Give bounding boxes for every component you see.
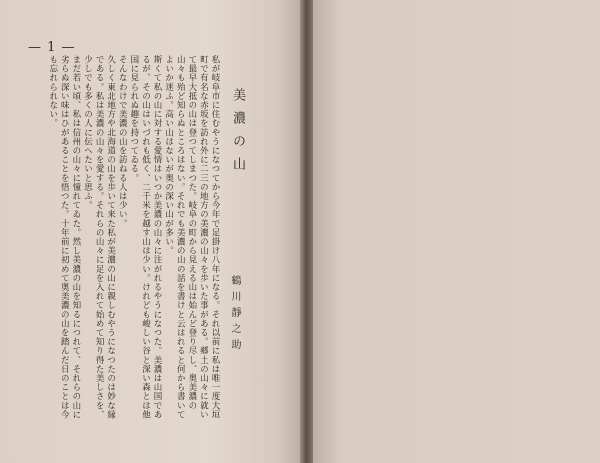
paragraph: 私が岐阜市に住むやうになつてから今年で足掛け八年になる。それ以前に私は唯一度大垣町で有名な赤坂を訪れ外に二三の地方の美濃の山々を歩いた事がある。郷土の山々に就いて最早大抵の山は登つてしまつた。岐阜の町から見える山は始んど登り尽し、奥美濃の山々も殆ど知らぬところはない。それでも美濃の山の話を書けと云はれると何から書いてよいか迷ふ。高い山はないが奥の深い山が多い。 — [163, 55, 220, 419]
page-number: — 1 — — [28, 40, 76, 55]
paragraph: まだ若い頃、私は信州の山々に憧れてゐた。然し美濃の山を知るにつれて、それらの山に劣らぬ深い味はひがあることを悟つた。十年前に初めて奥美濃の山を踏んだ日のことは今も忘れられない。 — [47, 55, 81, 419]
paragraph: 久しく東北地方や北海道の山を歩いて来た私が美濃の山に親しむやうになつたのは妙な縁である。私は美濃の山々を愛する。それらの山々に足を入れて始めて知り得た美しさを、少しでも多くの人に伝へたいと思ふ。 — [82, 55, 116, 419]
right-page-blank — [313, 0, 600, 463]
paragraph: そんなわけで美濃の山を訪ねる人は少い。 — [117, 55, 128, 228]
body-text — [47, 55, 220, 423]
book-gutter — [300, 0, 314, 463]
article-title: 美濃の山 — [230, 88, 245, 180]
author-name: 鶴川靜之助 — [229, 275, 240, 355]
paragraph: 斯くて私の山に対する愛情はいつか美濃の山々に注がれるやうになつた。美濃は山国であるが、その山はいづれも低く、二千米を越す山は少い。けれども峻しい谷と深い森とは他国に見られぬ趣を持つてゐる。 — [128, 55, 163, 419]
